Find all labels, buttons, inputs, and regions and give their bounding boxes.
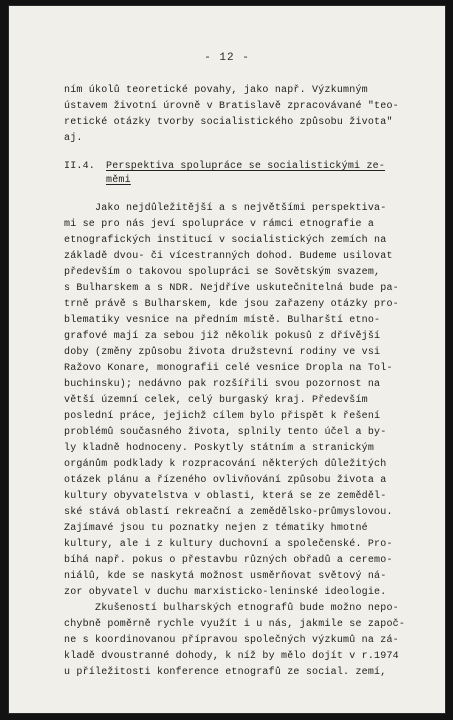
page-number: - 12 - bbox=[204, 52, 250, 64]
text-line: ské stává oblastí rekreační a zemědělsko-průmyslovou. bbox=[64, 507, 393, 518]
text-line: ústavem životní úrovně v Bratislavě zpracovávané "teo- bbox=[64, 101, 399, 112]
text-line: aj. bbox=[64, 133, 83, 144]
text-line: ne s koordinovanou přípravou společných výzkumů na zá- bbox=[64, 635, 399, 646]
text-line: s Bulharskem a s NDR. Nejdříve uskutečnitelná bude pa- bbox=[64, 283, 399, 294]
text-line: problémů současného života, splnily tento účel a by- bbox=[64, 427, 387, 438]
text-line: blematiky vesnice na předním místě. Bulharští etno- bbox=[64, 315, 381, 326]
text-line: Jako nejdůležitější a s největšími perspektiva- bbox=[64, 203, 387, 214]
text-line: kultury, ale i z kultury duchovní a společenské. Pro- bbox=[64, 539, 393, 550]
text-line: Ražovo Konare, monografii celé vesnice Dropla na Tol- bbox=[64, 363, 393, 374]
text-line: etnografických institucí v socialistických zemích na bbox=[64, 235, 387, 246]
text-line: základě dvou- či vícestranných dohod. Budeme usilovat bbox=[64, 251, 393, 262]
text-line: mi se pro nás jeví spolupráce v rámci etnografie a bbox=[64, 219, 375, 230]
section-number: II.4. bbox=[64, 161, 96, 172]
document-page bbox=[8, 5, 446, 714]
text-line: niálů, kde se naskytá možnost usměrňovat světový ná- bbox=[64, 571, 387, 582]
text-line: kultury obyvatelstva v oblasti, která se ze zeměděl- bbox=[64, 491, 387, 502]
text-line: orgánům podklady k rozpracování některých důležitých bbox=[64, 459, 387, 470]
text-line: Zkušeností bulharských etnografů bude možno nepo- bbox=[64, 603, 399, 614]
section-title-line: Perspektiva spolupráce se socialistickými ze- bbox=[106, 161, 386, 172]
text-line: větší územní celek, celý burgaský kraj. Především bbox=[64, 395, 368, 406]
text-line: především o takovou spolupráci se Sovětským svazem, bbox=[64, 267, 381, 278]
section-title-line: měmi bbox=[106, 175, 131, 186]
text-line: u příležitosti konference etnografů ze social. zemí, bbox=[64, 667, 387, 678]
text-line: doby (změny způsobu života družstevní rodiny ve vsi bbox=[64, 347, 381, 358]
text-line: ly kladně hodnoceny. Poskytly státním a stranickým bbox=[64, 443, 375, 454]
text-line: retické otázky tvorby socialistického způsobu života" bbox=[64, 117, 393, 128]
text-line: grafové mají za sebou již několik pokusů z dřívější bbox=[64, 331, 381, 342]
text-line: poslední práce, jejichž cílem bylo přispět k řešení bbox=[64, 411, 381, 422]
text-line: kladě dvoustranné dohody, k níž by mělo dojít v r.1974 bbox=[64, 651, 399, 662]
text-line: bíhá např. pokus o přestavbu různých obřadů a ceremo- bbox=[64, 555, 393, 566]
text-line: Zajímavé jsou tu poznatky nejen z tématiky hmotné bbox=[64, 523, 368, 534]
text-line: trně právě s Bulharskem, kde jsou zařazeny otázky pro- bbox=[64, 299, 399, 310]
text-line: otázek plánu a řízeného ovlivňování způsobu života a bbox=[64, 475, 387, 486]
text-line: chybně poměrně rychle využít i u nás, jakmile se započ- bbox=[64, 619, 406, 630]
text-line: ním úkolů teoretické povahy, jako např. Výzkumným bbox=[64, 85, 368, 96]
text-line: buchinsku); nedávno pak rozšířili svou pozornost na bbox=[64, 379, 381, 390]
text-line: zor obyvatel v duchu marxisticko-leninské ideologie. bbox=[64, 587, 387, 598]
